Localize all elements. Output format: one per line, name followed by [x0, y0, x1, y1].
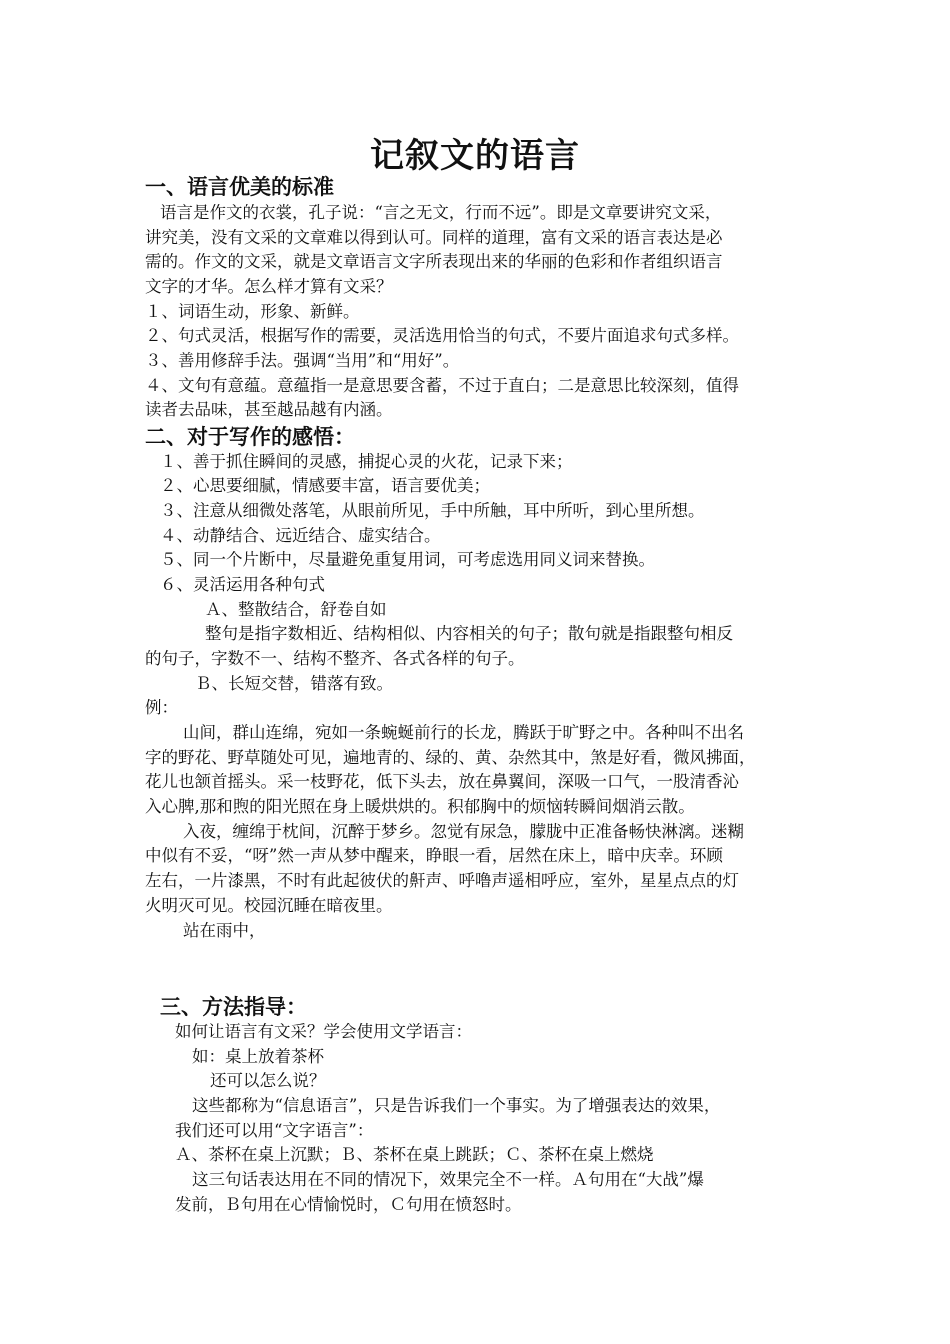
- example-options: Ａ、茶杯在桌上沉默；Ｂ、茶杯在桌上跳跃；Ｃ、茶杯在桌上燃烧: [175, 1145, 654, 1164]
- paragraph-line: 如：桌上放着茶杯: [192, 1047, 324, 1066]
- paragraph-line: 文字的才华。怎么样才算有文采？: [145, 277, 393, 296]
- list-item: 读者去品味，甚至越品越有内涵。: [145, 400, 393, 419]
- document-title: 记叙文的语言: [370, 136, 580, 176]
- list-item: ２、心思要细腻，情感要丰富，语言要优美；: [160, 476, 490, 495]
- paragraph-line: 山间，群山连绵，宛如一条蜿蜒前行的长龙，腾跃于旷野之中。各种叫不出名: [183, 723, 744, 742]
- paragraph-line: 语言是作文的衣裳，孔子说：“言之无文，行而不远”。即是文章要讲究文采，: [160, 203, 722, 222]
- paragraph-line: 中似有不妥，“呀”然一声从梦中醒来，睁眼一看，居然在床上，暗中庆幸。环顾: [145, 846, 723, 865]
- paragraph-line: 火明灭可见。校园沉睡在暗夜里。: [145, 896, 393, 915]
- list-item: ２、句式灵活，根据写作的需要，灵活选用恰当的句式，不要片面追求句式多样。: [145, 326, 739, 345]
- list-item: ６、灵活运用各种句式: [160, 575, 325, 594]
- paragraph-line: 需的。作文的文采，就是文章语言文字所表现出来的华丽的色彩和作者组织语言: [145, 252, 723, 271]
- sub-item: Ｂ、长短交替，错落有致。: [195, 674, 393, 693]
- paragraph-line: 还可以怎么说？: [210, 1071, 326, 1090]
- list-item: ４、文句有意蕴。意蕴指一是意思要含蓄，不过于直白；二是意思比较深刻，值得: [145, 376, 739, 395]
- paragraph-line: 如何让语言有文采？学会使用文学语言：: [175, 1022, 472, 1041]
- paragraph-line: 这些都称为“信息语言”，只是告诉我们一个事实。为了增强表达的效果，: [192, 1096, 721, 1115]
- sub-item: Ａ、整散结合，舒卷自如: [205, 600, 387, 619]
- section-heading-standards: 一、语言优美的标准: [145, 175, 334, 199]
- paragraph-line: 这三句话表达用在不同的情况下，效果完全不一样。Ａ句用在“大战”爆: [192, 1170, 704, 1189]
- section-heading-methods: 三、方法指导：: [160, 995, 307, 1019]
- paragraph-line: 左右，一片漆黑，不时有此起彼伏的鼾声、呼噜声遥相呼应，室外，星星点点的灯: [145, 871, 739, 890]
- paragraph-line: 入心脾,那和煦的阳光照在身上暖烘烘的。积郁胸中的烦恼转瞬间烟消云散。: [145, 797, 695, 816]
- section-heading-insights: 二、对于写作的感悟：: [145, 425, 355, 449]
- list-item: ４、动静结合、远近结合、虚实结合。: [160, 526, 441, 545]
- paragraph-line: 入夜，缠绵于枕间，沉醉于梦乡。忽觉有尿急，朦胧中正准备畅快淋漓。迷糊: [183, 822, 744, 841]
- list-item: ５、同一个片断中，尽量避免重复用词，可考虑选用同义词来替换。: [160, 550, 655, 569]
- paragraph-line: 整句是指字数相近、结构相似、内容相关的句子；散句就是指跟整句相反: [205, 624, 733, 643]
- paragraph-line: 花儿也颔首摇头。采一枝野花，低下头去，放在鼻翼间，深吸一口气，一股清香沁: [145, 772, 739, 791]
- example-label: 例：: [145, 698, 178, 717]
- paragraph-line: 讲究美，没有文采的文章难以得到认可。同样的道理，富有文采的语言表达是必: [145, 228, 723, 247]
- list-item: ３、善用修辞手法。强调“当用”和“用好”。: [145, 351, 460, 370]
- paragraph-line: 我们还可以用“文字语言”：: [175, 1121, 374, 1140]
- paragraph-line: 站在雨中，: [183, 921, 266, 940]
- list-item: １、词语生动，形象、新鲜。: [145, 302, 360, 321]
- list-item: １、善于抓住瞬间的灵感，捕捉心灵的火花，记录下来；: [160, 452, 573, 471]
- list-item: ３、注意从细微处落笔，从眼前所见，手中所触，耳中所听，到心里所想。: [160, 501, 705, 520]
- paragraph-line: 发前，Ｂ句用在心情愉悦时，Ｃ句用在愤怒时。: [175, 1195, 522, 1214]
- paragraph-line: 字的野花、野草随处可见，遍地青的、绿的、黄、杂然其中，煞是好看，微风拂面，: [145, 748, 756, 767]
- paragraph-line: 的句子，字数不一、结构不整齐、各式各样的句子。: [145, 649, 525, 668]
